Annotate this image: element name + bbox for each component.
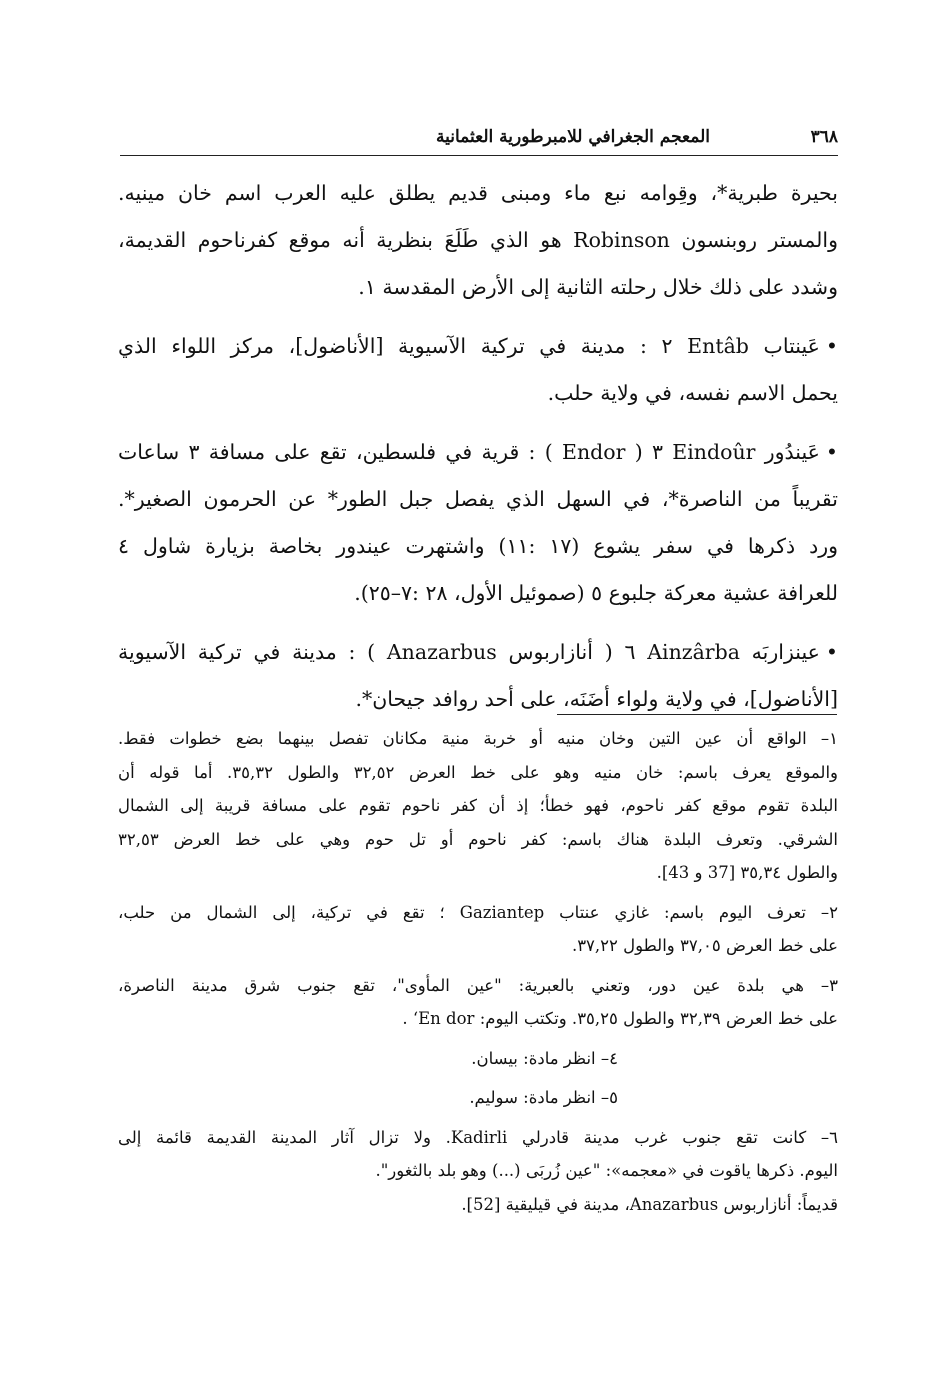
footnote-1 — [118, 722, 838, 890]
footnote-line: ٤– انظر مادة: بيسان. — [471, 1048, 618, 1068]
footnote-line: ٥– انظر مادة: سوليم. — [469, 1088, 618, 1107]
footnote-separator — [557, 714, 837, 715]
footnote-line: البلدة تقوم موقع كفر ناحوم، فهو خطأ؛ إذ أن كفر ناحوم تقوم على مسافة قريبة إلى الشمال — [118, 796, 838, 815]
text-line: للعرافة عشية معركة جلبوع ٥ (صموئيل الأول، ٢٨ :٧–٢٥). — [354, 581, 838, 605]
footnote-line: والطول ٣٥,٣٤ [37 و 43]. — [656, 863, 838, 882]
entry-ainzarba — [118, 629, 838, 723]
footnote-line: ٦– كانت تقع جنوب غرب مدينة قادرلي Kadirli. ولا تزال آثار المدينة القديمة قائمة إلى — [118, 1127, 838, 1147]
footnote-line: اليوم. ذكرها ياقوت في «معجمه»: "عين زُربَى (...) وهو بلد بالثغور". — [375, 1161, 838, 1180]
footnote-line: الشرقي. وتعرف البلدة هناك باسم: كفر ناحوم أو تل حوم وهي على خط العرض ٣٢,٥٣ — [118, 829, 838, 849]
text-line: والمستر روبنسون Robinson هو الذي طَلَعَ بنظرية أنه موقع كفرناحوم القديمة، — [118, 228, 838, 252]
footnote-line: والموقع يعرف باسم: خان منيه وهو على خط العرض ٣٢,٥٢ والطول ٣٥,٣٢. أما قوله أن — [118, 762, 838, 782]
text-line: بحيرة طبرية*، وقِوامه نبع ماء ومبنى قديم يطلق عليه العرب اسم خان مينيه. — [118, 181, 838, 205]
running-header — [120, 125, 838, 156]
entry-headline: • عَينتاب Entâb ٢ : مدينة في تركية الآسيوية [الأناضول]، مركز اللواء الذي — [118, 323, 838, 370]
footnote-line: على خط العرض ٣٢,٣٩ والطول ٣٥,٢٥. وتكتب اليوم: En dor‘ . — [402, 1009, 838, 1028]
footnote-4 — [118, 1042, 838, 1076]
text-line: يحمل الاسم نفسه، في ولاية حلب. — [547, 381, 838, 405]
footnote-line: ٣– هي بلدة عين دور، وتعني بالعبرية: "عين المأوى"، تقع جنوب شرق مدينة الناصرة، — [118, 975, 838, 995]
footnote-6 — [118, 1121, 838, 1222]
footnotes — [118, 722, 838, 1221]
text-line: تقريباً من الناصرة*، في السهل الذي يفصل جبل الطور* عن الحرمون الصغير*. — [118, 487, 838, 511]
entry-continuation — [118, 170, 838, 311]
footnote-2 — [118, 896, 838, 963]
footnote-line: ١– الواقع أن عين التين وخان منيه أو خربة منية مكانان تفصل بينهما بضع خطوات فقط. — [118, 729, 838, 748]
footnote-5 — [118, 1081, 838, 1115]
footnote-3 — [118, 969, 838, 1036]
page-number: ٣٦٨ — [810, 127, 838, 147]
footnote-line: على خط العرض ٣٧,٠٥ والطول ٣٧,٢٢. — [571, 936, 838, 955]
text-line: وشدد على ذلك خلال رحلته الثانية إلى الأرض المقدسة ١. — [358, 275, 838, 299]
text-line: ورد ذكرها في سفر يشوع (١٧ :١١) واشتهرت عيندور بخاصة بزيارة شاول ٤ — [118, 534, 838, 558]
text-line: [الأناضول]، في ولاية ولواء أضَنَه، على أحد روافد جيحان*. — [355, 687, 838, 711]
entry-headline: • عينزاربَه Ainzârba ٦ ( أنازاربوس Anazarbus ) : مدينة في تركية الآسيوية — [118, 629, 838, 676]
footnote-line: ٢– تعرف اليوم باسم: غازي عنتاب Gaziantep ؛ تقع في تركية، إلى الشمال من حلب، — [118, 902, 838, 922]
main-text — [118, 170, 838, 723]
running-title: المعجم الجغرافي للامبرطورية العثمانية — [436, 127, 710, 147]
entry-headline: • عَيندُور Eindoûr ٣ ( Endor ) : قرية في فلسطين، تقع على مسافة ٣ ساعات — [118, 429, 838, 476]
footnote-line: قديماً: أنازاربوس Anazarbus، مدينة في قيليقية [52]. — [461, 1194, 838, 1214]
entry-eindour — [118, 429, 838, 617]
entry-entab — [118, 323, 838, 417]
